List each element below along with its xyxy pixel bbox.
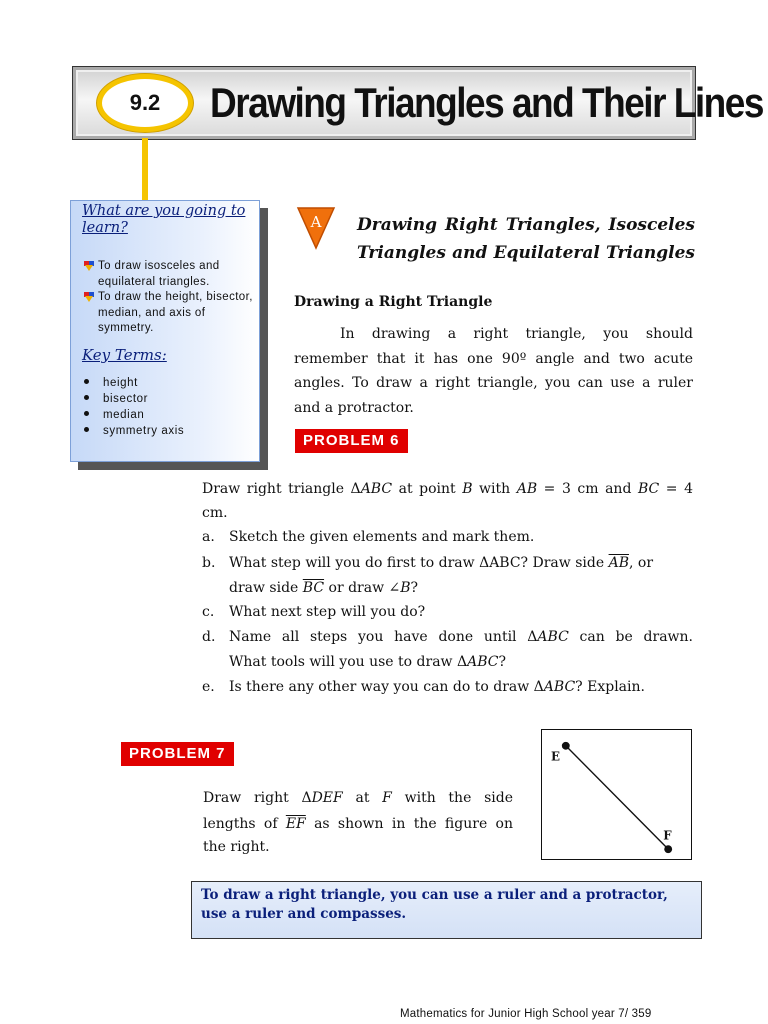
summary-text: To draw a right triangle, you can use a ruler and a protractor, use a ruler and compasses.	[201, 887, 668, 922]
step-c-letter: c.	[202, 604, 215, 620]
page-title: Drawing Triangles and Their Lines	[210, 80, 763, 126]
section-a-badge-icon	[296, 206, 336, 250]
arrow-bullet-icon	[84, 261, 94, 271]
intro-paragraph: In drawing a right triangle, you should remember that it has one 90º angle and two acute angles. To draw a right triangle, you can use a ruler and a protractor.	[294, 326, 693, 416]
problem-7-line2: lengths of $\overline{EF}$ as shown in the figure on	[203, 816, 513, 832]
step-e-letter: e.	[202, 679, 215, 695]
problem-6-intro: Draw right triangle ΔABC at point B with AB = 3 cm and BC = 4	[202, 481, 693, 497]
problem-7-line3: the right.	[203, 839, 270, 855]
key-term-item: symmetry axis	[84, 425, 184, 437]
step-d-letter: d.	[202, 629, 216, 645]
key-term-item: median	[84, 409, 144, 421]
step-c-text: What next step will you do?	[229, 604, 426, 620]
bullet-dot-icon	[84, 395, 89, 400]
problem-6-label: PROBLEM 6	[295, 429, 408, 453]
point-e-label: E	[551, 749, 561, 764]
section-a-title: Drawing Right Triangles, Isosceles Triangles and Equilateral Triangles	[357, 215, 695, 263]
step-d-text: Name all steps you have done until ΔABC can be drawn.	[229, 629, 693, 645]
problem-7-line1: Draw right ΔDEF at F with the side	[203, 790, 513, 806]
problem-6-intro-cont: cm.	[202, 505, 228, 521]
segment-ef-figure	[541, 729, 692, 860]
svg-text:A: A	[310, 213, 322, 231]
point-e-dot	[562, 742, 570, 750]
point-f-dot	[664, 845, 672, 853]
arrow-bullet-icon	[84, 292, 94, 302]
segment-ef-line	[566, 746, 668, 849]
key-terms-heading: Key Terms:	[82, 346, 167, 364]
step-b-letter: b.	[202, 555, 216, 571]
page-footer: Mathematics for Junior High School year 7/ 359	[400, 1008, 652, 1020]
step-a-text: Sketch the given elements and mark them.	[229, 529, 535, 545]
step-a-letter: a.	[202, 529, 215, 545]
objective-text: To draw the height, bisector, median, and axis of symmetry.	[98, 291, 253, 334]
bullet-dot-icon	[84, 411, 89, 416]
objective-item	[84, 259, 254, 290]
bullet-dot-icon	[84, 379, 89, 384]
objective-text: To draw isosceles and equilateral triangles.	[98, 260, 220, 288]
key-term-item: height	[84, 377, 138, 389]
step-e-text: Is there any other way you can do to draw ΔABC? Explain.	[229, 679, 645, 695]
connector-bar	[142, 138, 148, 204]
section-number-badge: 9.2	[97, 74, 193, 132]
step-b-text-cont: draw side $\overline{BC}$ or draw ∠B?	[229, 580, 419, 596]
step-d-text-cont: What tools will you use to draw ΔABC?	[229, 654, 506, 670]
point-f-label: F	[663, 828, 672, 843]
problem-7-label: PROBLEM 7	[121, 742, 234, 766]
subheading: Drawing a Right Triangle	[294, 294, 493, 310]
learn-heading: What are you going to learn?	[82, 203, 246, 236]
step-b-text: What step will you do first to draw ΔABC? Draw side $\overline{AB}$, or	[229, 555, 654, 571]
key-term-item: bisector	[84, 393, 148, 405]
objective-item	[84, 290, 254, 337]
bullet-dot-icon	[84, 427, 89, 432]
